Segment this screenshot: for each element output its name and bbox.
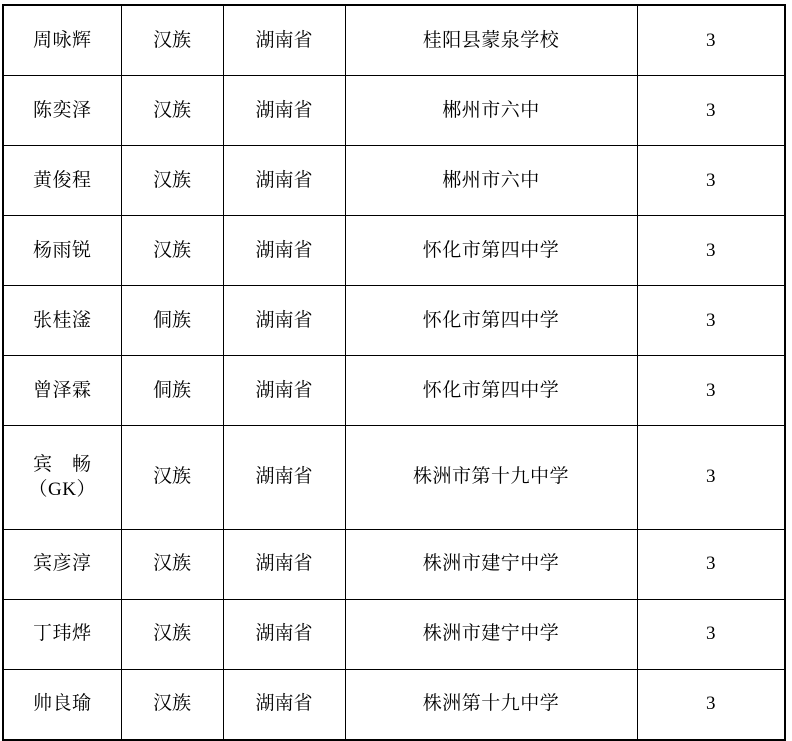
cell-province: 湖南省 bbox=[223, 599, 345, 669]
cell-school: 怀化市第四中学 bbox=[345, 216, 637, 286]
cell-ethnicity: 侗族 bbox=[121, 286, 223, 356]
cell-score: 3 bbox=[637, 286, 785, 356]
cell-province: 湖南省 bbox=[223, 529, 345, 599]
cell-ethnicity: 汉族 bbox=[121, 216, 223, 286]
cell-school: 怀化市第四中学 bbox=[345, 286, 637, 356]
roster-table-body bbox=[3, 5, 785, 740]
cell-province: 湖南省 bbox=[223, 426, 345, 530]
cell-province: 湖南省 bbox=[223, 146, 345, 216]
table-row bbox=[3, 216, 785, 286]
cell-score: 3 bbox=[637, 356, 785, 426]
table-row bbox=[3, 76, 785, 146]
table-row bbox=[3, 599, 785, 669]
roster-table bbox=[2, 4, 786, 741]
cell-name: 陈奕泽 bbox=[3, 76, 121, 146]
table-row bbox=[3, 529, 785, 599]
cell-province: 湖南省 bbox=[223, 76, 345, 146]
cell-ethnicity: 汉族 bbox=[121, 426, 223, 530]
cell-score: 3 bbox=[637, 146, 785, 216]
table-row bbox=[3, 146, 785, 216]
cell-name: 帅良瑜 bbox=[3, 669, 121, 740]
cell-score: 3 bbox=[637, 426, 785, 530]
cell-name: 杨雨锐 bbox=[3, 216, 121, 286]
cell-school: 株洲市第十九中学 bbox=[345, 426, 637, 530]
cell-school: 郴州市六中 bbox=[345, 146, 637, 216]
cell-school: 郴州市六中 bbox=[345, 76, 637, 146]
cell-ethnicity: 汉族 bbox=[121, 529, 223, 599]
cell-name-main: 宾 畅 bbox=[32, 453, 92, 475]
cell-ethnicity: 汉族 bbox=[121, 76, 223, 146]
cell-score: 3 bbox=[637, 5, 785, 76]
cell-ethnicity: 汉族 bbox=[121, 146, 223, 216]
cell-name: 黄俊程 bbox=[3, 146, 121, 216]
cell-school: 桂阳县蒙泉学校 bbox=[345, 5, 637, 76]
cell-province: 湖南省 bbox=[223, 5, 345, 76]
table-row bbox=[3, 356, 785, 426]
cell-province: 湖南省 bbox=[223, 356, 345, 426]
cell-name-suffix: （GK） bbox=[28, 479, 96, 501]
cell-school: 株洲市建宁中学 bbox=[345, 529, 637, 599]
table-row bbox=[3, 669, 785, 740]
cell-ethnicity: 汉族 bbox=[121, 5, 223, 76]
cell-name: 丁玮烨 bbox=[3, 599, 121, 669]
table-row bbox=[3, 286, 785, 356]
cell-score: 3 bbox=[637, 599, 785, 669]
cell-ethnicity: 汉族 bbox=[121, 599, 223, 669]
cell-name: 宾彦淳 bbox=[3, 529, 121, 599]
cell-province: 湖南省 bbox=[223, 286, 345, 356]
table-row bbox=[3, 5, 785, 76]
cell-school: 株洲第十九中学 bbox=[345, 669, 637, 740]
cell-name: 周咏辉 bbox=[3, 5, 121, 76]
cell-score: 3 bbox=[637, 76, 785, 146]
cell-province: 湖南省 bbox=[223, 216, 345, 286]
cell-score: 3 bbox=[637, 216, 785, 286]
cell-name: 曾泽霖 bbox=[3, 356, 121, 426]
cell-score: 3 bbox=[637, 529, 785, 599]
cell-name bbox=[3, 426, 121, 530]
cell-school: 怀化市第四中学 bbox=[345, 356, 637, 426]
cell-school: 株洲市建宁中学 bbox=[345, 599, 637, 669]
cell-province: 湖南省 bbox=[223, 669, 345, 740]
table-row bbox=[3, 426, 785, 530]
cell-ethnicity: 汉族 bbox=[121, 669, 223, 740]
cell-ethnicity: 侗族 bbox=[121, 356, 223, 426]
cell-score: 3 bbox=[637, 669, 785, 740]
cell-name: 张桂滏 bbox=[3, 286, 121, 356]
